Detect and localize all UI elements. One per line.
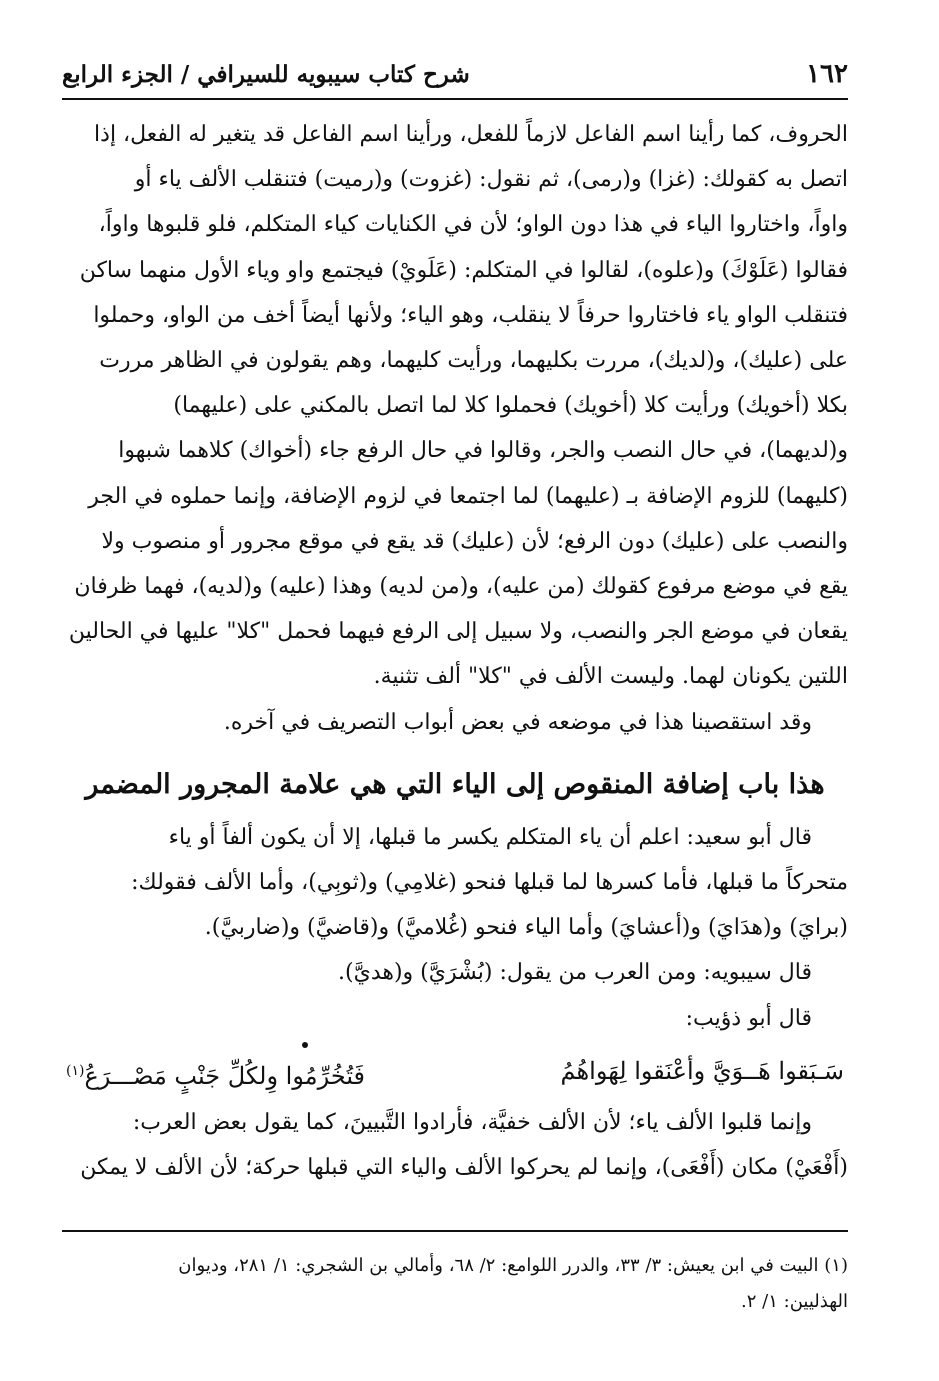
verse-hemistich-second xyxy=(66,1047,365,1100)
text-line: و(لديهما)، في حال النصب والجر، وقالوا في حال الرفع جاء (أخواك) كلاهما شبهوا xyxy=(118,438,848,464)
page-number: ١٦٢ xyxy=(806,59,848,89)
text-line: وإنما قلبوا الألف ياء؛ لأن الألف خفيَّة، فأرادوا التَّبيينَ، كما يقول بعض العرب: xyxy=(132,1109,812,1135)
chapter-title: هذا باب إضافة المنقوص إلى الياء التي هي علامة المجرور المضمر xyxy=(85,768,825,800)
main-text xyxy=(62,112,848,1190)
hemistich-text: فَتُخُرِّمُوا وِلكُلِّ جَنْبٍ مَصْـــرَعُ xyxy=(84,1061,366,1090)
text-line: اتصل به كقولك: (غزا) و(رمى)، ثم نقول: (غزوت) و(رميت) فتنقلب الألف ياء أو xyxy=(134,167,848,193)
text-line: (كليهما) للزوم الإضافة بـ (عليهما) لما اجتمعا في لزوم الإضافة، وإنما حملوه في الجر xyxy=(88,483,848,509)
footnote-line: الهذليين: ١/ ٢. xyxy=(741,1291,848,1312)
poet-attribution: قال أبو ذؤيب: xyxy=(685,1005,812,1031)
text-line: فتنقلب الواو ياء فاختاروا حرفاً لا ينقلب، وهو الياء؛ ولأنها أيضاً أخف من الواو، وحملوا xyxy=(93,302,848,328)
header-rule xyxy=(62,98,848,100)
footnote-rule xyxy=(62,1230,848,1232)
footnote xyxy=(62,1248,848,1320)
running-title: شرح كتاب سيبويه للسيرافي / الجزء الرابع xyxy=(62,60,470,88)
text-line: الحروف، كما رأينا اسم الفاعل لازماً للفعل، ورأينا اسم الفاعل قد يتغير له الفعل، إذا xyxy=(94,122,848,147)
paragraph: وقد استقصينا هذا في موضعه في بعض أبواب التصريف في آخره. xyxy=(223,709,812,735)
poetry-verse xyxy=(62,1047,848,1100)
footnote-marker: (١) xyxy=(66,1062,85,1079)
verse-hemistich-first: سَـبَقوا هَــوَيَّ وأعْنَقوا لِهَواهُمُ xyxy=(560,1056,844,1085)
text-line: يقعان في موضع الجر والنصب، ولا سبيل إلى الرفع فيهما فحمل "كلا" عليها في الحالين xyxy=(68,619,848,645)
text-line: متحركاً ما قبلها، فأما كسرها لما قبلها فنحو (غلامِي) و(ثوبِي)، وأما الألف فقولك: xyxy=(131,870,848,896)
text-line: على (عليك)، و(لديك)، مررت بكليهما، ورأيت كليهما، وهم يقولون في الظاهر مررت xyxy=(99,348,848,374)
text-line: واواً، واختاروا الياء في هذا دون الواو؛ لأن في الكنايات كياء المتكلم، فلو قلبوها واواً، xyxy=(98,212,848,238)
text-line: اللتين يكونان لهما. وليست الألف في "كلا" ألف تثنية. xyxy=(373,664,848,690)
ink-dot xyxy=(302,1042,308,1048)
text-line: يقع في موضع مرفوع كقولك (من عليه)، و(من لديه) وهذا (عليه) و(لديه)، فهما ظرفان xyxy=(74,574,848,600)
text-line: بكلا (أخويك) ورأيت كلا (أخويك) فحملوا كلا لما اتصل بالمكني على (عليهما) xyxy=(173,393,848,419)
text-line: قال أبو سعيد: اعلم أن ياء المتكلم يكسر ما قبلها، إلا أن يكون ألفاً أو ياء xyxy=(168,824,812,850)
text-line: فقالوا (عَلَوْكَ) و(علوه)، لقالوا في المتكلم: (عَلَويْ) فيجتمع واو وياء الأول منهما ساكن xyxy=(79,257,848,283)
text-line: والنصب على (عليك) دون الرفع؛ لأن (عليك) قد يقع في موقع مجرور أو منصوب ولا xyxy=(101,528,848,554)
page-header xyxy=(62,52,848,96)
sibawayh-quote: قال سيبويه: ومن العرب من يقول: (بُشْرَيَّ) و(هديَّ). xyxy=(338,960,812,986)
text-line: (برايَ) و(هدَايَ) و(أعشايَ) وأما الياء فنحو (غُلاميَّ) و(قاضيَّ) و(ضاربيَّ). xyxy=(204,915,848,941)
text-line: (أَفْعَيْ) مكان (أَفْعَى)، وإنما لم يحركوا الألف والياء التي قبلها حركة؛ لأن الألف لا يمكن xyxy=(80,1155,848,1181)
footnote-line: (١) البيت في ابن يعيش: ٣/ ٣٣، والدرر اللوامع: ٢/ ٦٨، وأمالي بن الشجري: ١/ ٢٨١، وديوان xyxy=(178,1255,848,1276)
